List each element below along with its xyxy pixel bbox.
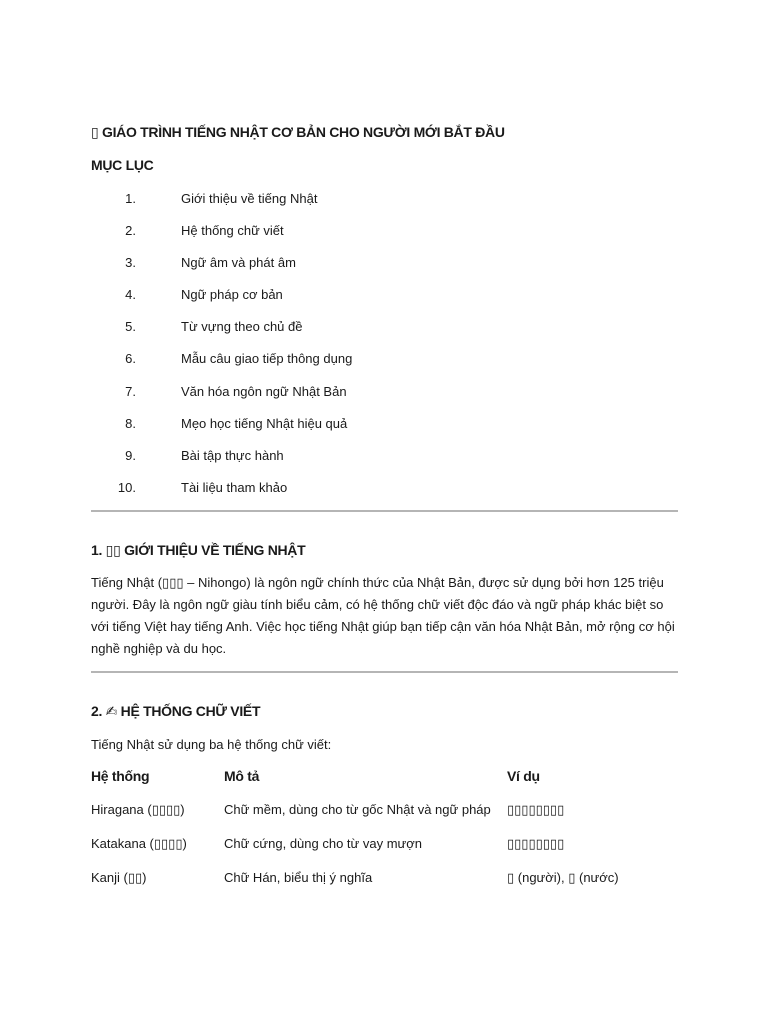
toc-item-label: Từ vựng theo chủ đề — [181, 319, 303, 335]
section-divider — [91, 671, 678, 673]
table-cell: Chữ cứng, dùng cho từ vay mượn — [224, 836, 422, 851]
toc-item-number: 2. — [125, 223, 136, 239]
table-cell: Chữ mềm, dùng cho từ gốc Nhật và ngữ pháp — [224, 802, 491, 817]
toc-item-number: 10. — [117, 479, 136, 495]
table-row — [91, 870, 678, 904]
table-cell: ▯▯▯▯▯▯▯▯ — [507, 802, 565, 817]
toc-item-label: Tài liệu tham khảo — [181, 479, 288, 495]
section2-intro: Tiếng Nhật sử dụng ba hệ thống chữ viết: — [91, 737, 332, 752]
toc-item-number: 4. — [125, 287, 136, 303]
toc-item — [91, 190, 352, 222]
toc-item-number: 6. — [125, 351, 136, 367]
toc-item-label: Mẹo học tiếng Nhật hiệu quả — [181, 415, 348, 431]
toc-item — [91, 383, 352, 415]
section2-heading: 2. ✍ HỆ THỐNG CHỮ VIẾT — [91, 703, 261, 719]
toc-item — [91, 286, 352, 318]
toc-heading: MỤC LỤC — [91, 157, 154, 173]
toc-item-number: 8. — [125, 415, 136, 431]
toc-item-number: 9. — [125, 447, 136, 463]
toc-item-label: Ngữ pháp cơ bản — [181, 287, 283, 303]
toc-item-label: Văn hóa ngôn ngữ Nhật Bản — [181, 383, 347, 399]
writing-systems-table — [91, 768, 678, 904]
section-divider — [91, 510, 678, 512]
toc-item — [91, 447, 352, 479]
toc-item-label: Mẫu câu giao tiếp thông dụng — [181, 351, 353, 367]
table-header-cell: Hệ thống — [91, 768, 150, 784]
toc-item-label: Hệ thống chữ viết — [181, 223, 284, 239]
toc-item — [91, 318, 352, 350]
section1-heading: 1. ▯▯ GIỚI THIỆU VỀ TIẾNG NHẬT — [91, 542, 306, 558]
table-header-cell: Ví dụ — [507, 768, 540, 784]
toc-item-label: Ngữ âm và phát âm — [181, 255, 296, 271]
section1-body: Tiếng Nhật (▯▯▯ – Nihongo) là ngôn ngữ chính thức của Nhật Bản, được sử dụng bởi hơn 125 triệu người. Đây là ngôn ngữ giàu tính biểu cảm, có hệ thống chữ viết độc đáo và ngữ pháp khác biệt so với tiếng Việt hay tiếng Anh. Việc học tiếng Nhật giúp bạn tiếp cận văn hóa Nhật Bản, mở rộng cơ hội nghề nghiệp và du học. — [91, 575, 675, 656]
toc-item-number: 1. — [125, 191, 136, 206]
document-title: ▯ GIÁO TRÌNH TIẾNG NHẬT CƠ BẢN CHO NGƯỜI MỚI BẮT ĐẦU — [91, 124, 505, 140]
toc-item — [91, 479, 352, 511]
table-cell: Hiragana (▯▯▯▯) — [91, 802, 185, 817]
toc-item — [91, 254, 352, 286]
toc-item — [91, 222, 352, 254]
table-cell: Kanji (▯▯) — [91, 870, 147, 885]
toc-item-label: Giới thiệu về tiếng Nhật — [181, 191, 318, 206]
table-cell: Chữ Hán, biểu thị ý nghĩa — [224, 870, 373, 885]
table-header-cell: Mô tả — [224, 768, 260, 784]
toc-item-number: 5. — [125, 319, 136, 335]
table-row — [91, 802, 678, 836]
table-header-row — [91, 768, 678, 802]
toc-list — [91, 190, 352, 511]
table-cell: Katakana (▯▯▯▯) — [91, 836, 187, 851]
toc-item — [91, 415, 352, 447]
toc-item — [91, 350, 352, 382]
toc-item-label: Bài tập thực hành — [181, 447, 284, 463]
toc-item-number: 7. — [125, 383, 136, 399]
toc-item-number: 3. — [125, 255, 136, 271]
table-row — [91, 836, 678, 870]
table-cell: ▯ (người), ▯ (nước) — [507, 870, 619, 885]
table-cell: ▯▯▯▯▯▯▯▯ — [507, 836, 565, 851]
